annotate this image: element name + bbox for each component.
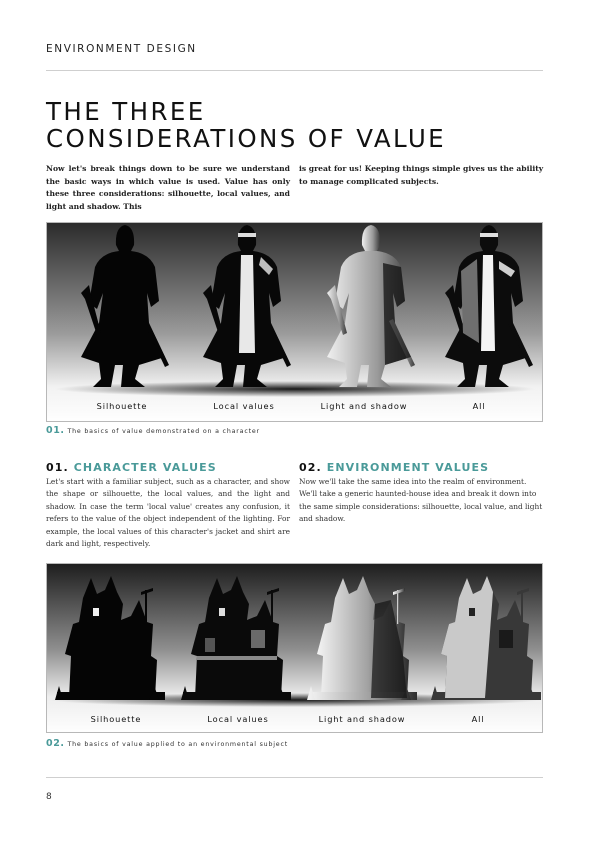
figure1-label-silhouette: Silhouette — [96, 401, 148, 411]
figure2-caption-text: The basics of value applied to an environmental subject — [67, 741, 289, 748]
figure1-label-local-values: Local values — [213, 401, 275, 411]
section-label: ENVIRONMENT DESIGN — [46, 43, 197, 55]
title-line-1: THE THREE — [46, 97, 206, 126]
house-illustration — [47, 564, 543, 733]
figure1-caption-number: 01. — [46, 425, 65, 436]
character-illustration — [47, 223, 543, 422]
figure2-label-local-values: Local values — [207, 714, 269, 724]
footer-rule — [46, 777, 543, 778]
figure1-label-light-shadow: Light and shadow — [320, 401, 408, 411]
intro-paragraph-right: is great for us! Keeping things simple gives us the ability to manage complicated subjects. — [299, 164, 544, 186]
intro-paragraph-left: Now let's break things down to be sure we understand the basic ways in which value is used. Value has only these three considerations: silhouette, local values, and light and shadow. This — [46, 164, 290, 211]
section1-number: 01. — [46, 461, 69, 474]
figure2-label-silhouette: Silhouette — [90, 714, 142, 724]
section2-body: Now we'll take the same idea into the realm of environment. We'll take a generic haunted-house idea and break it down into the same simple considerations: silhouette, local value, and light and shadow. — [299, 477, 543, 524]
figure2-label-all: All — [471, 714, 485, 724]
figure1-caption-text: The basics of value demonstrated on a character — [67, 428, 260, 435]
section2-heading — [299, 461, 489, 474]
figure2-label-light-shadow: Light and shadow — [318, 714, 406, 724]
figure2-caption-number: 02. — [46, 738, 65, 749]
figure2-caption — [46, 738, 288, 749]
title-line-2: CONSIDERATIONS OF VALUE — [46, 124, 447, 153]
figure-character-values — [46, 222, 543, 422]
header-rule — [46, 70, 543, 71]
page-number: 8 — [46, 792, 52, 802]
figure1-caption — [46, 425, 260, 436]
section2-title: ENVIRONMENT VALUES — [326, 461, 490, 474]
section1-heading — [46, 461, 217, 474]
section1-body: Let's start with a familiar subject, such as a character, and show the shape or silhouette, the local values, and the light and shadow. In case the term 'local value' creates any confusion, it refers to the value of the object independent of the lighting. For example, the local values of this character's jacket and shirt are dark and light, respectively. — [46, 477, 290, 549]
section1-title: CHARACTER VALUES — [73, 461, 217, 474]
figure-environment-values — [46, 563, 543, 733]
page-title — [46, 98, 446, 152]
figure1-label-all: All — [472, 401, 486, 411]
section2-number: 02. — [299, 461, 322, 474]
